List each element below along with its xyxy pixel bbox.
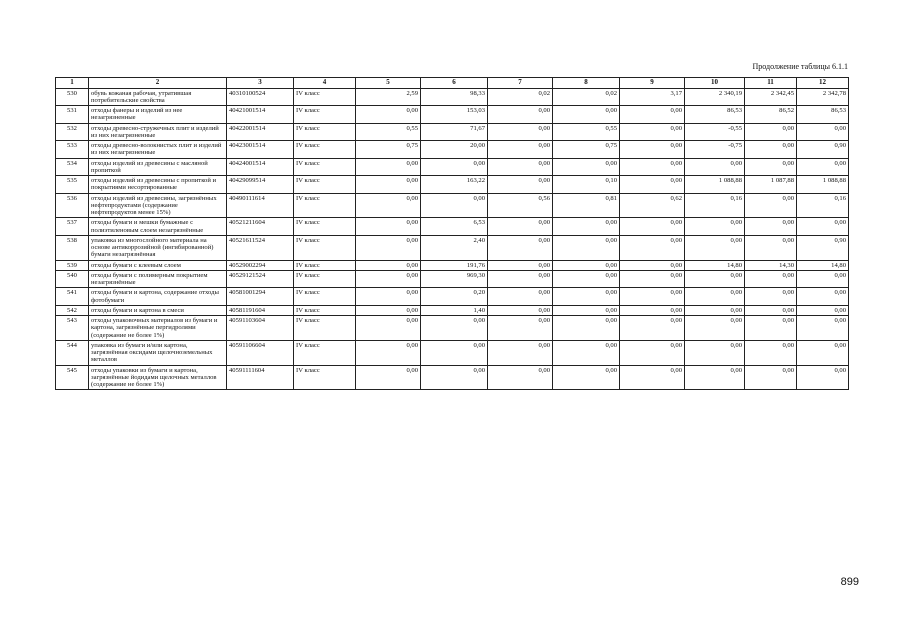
- value-12: 0,00: [797, 158, 849, 176]
- hazard-class: IV класс: [294, 365, 356, 390]
- value-10: 0,00: [685, 305, 745, 315]
- row-index: 535: [56, 176, 89, 194]
- waste-name: упаковка из многослойного материала на основе антикоррозийной (ингибированной) бумаги незагрязнённая: [89, 235, 227, 260]
- waste-name: отходы древесно-волокнистых плит и изделий из них незагрязненные: [89, 141, 227, 159]
- table-caption: Продолжение таблицы 6.1.1: [752, 62, 848, 71]
- value-7: 0,00: [488, 316, 553, 341]
- hazard-class: IV класс: [294, 340, 356, 365]
- hazard-class: IV класс: [294, 193, 356, 218]
- value-12: 0,00: [797, 316, 849, 341]
- value-9: 0,00: [620, 218, 685, 236]
- value-5: 0,00: [356, 288, 421, 306]
- value-11: 0,00: [745, 141, 797, 159]
- value-9: 3,17: [620, 88, 685, 106]
- waste-code: 40521211604: [227, 218, 294, 236]
- value-10: 2 340,19: [685, 88, 745, 106]
- value-7: 0,56: [488, 193, 553, 218]
- waste-code: 40429099514: [227, 176, 294, 194]
- value-7: 0,00: [488, 123, 553, 141]
- table-row: [56, 141, 849, 159]
- value-6: 0,00: [421, 340, 488, 365]
- hazard-class: IV класс: [294, 270, 356, 288]
- value-5: 0,00: [356, 218, 421, 236]
- value-11: 0,00: [745, 193, 797, 218]
- value-6: 191,76: [421, 260, 488, 270]
- value-10: 0,00: [685, 365, 745, 390]
- value-5: 0,00: [356, 316, 421, 341]
- table-row: [56, 88, 849, 106]
- value-8: 0,81: [553, 193, 620, 218]
- value-12: 14,80: [797, 260, 849, 270]
- value-9: 0,00: [620, 123, 685, 141]
- value-7: 0,00: [488, 305, 553, 315]
- value-11: 0,00: [745, 158, 797, 176]
- value-7: 0,00: [488, 340, 553, 365]
- value-7: 0,00: [488, 158, 553, 176]
- column-header: 3: [227, 78, 294, 89]
- column-header: 4: [294, 78, 356, 89]
- value-9: 0,00: [620, 365, 685, 390]
- value-6: 1,40: [421, 305, 488, 315]
- hazard-class: IV класс: [294, 158, 356, 176]
- value-8: 0,00: [553, 316, 620, 341]
- value-7: 0,00: [488, 176, 553, 194]
- row-index: 545: [56, 365, 89, 390]
- value-6: 98,33: [421, 88, 488, 106]
- value-7: 0,02: [488, 88, 553, 106]
- waste-name: отходы бумаги и картона в смеси: [89, 305, 227, 315]
- value-9: 0,00: [620, 158, 685, 176]
- table-row: [56, 340, 849, 365]
- page-number: 899: [840, 576, 859, 588]
- table-row: [56, 106, 849, 124]
- table-row: [56, 305, 849, 315]
- table-row: [56, 176, 849, 194]
- value-12: 0,00: [797, 340, 849, 365]
- table-row: [56, 288, 849, 306]
- value-5: 0,00: [356, 340, 421, 365]
- value-7: 0,00: [488, 235, 553, 260]
- value-6: 71,67: [421, 123, 488, 141]
- value-8: 0,75: [553, 141, 620, 159]
- value-5: 0,00: [356, 260, 421, 270]
- value-8: 0,00: [553, 218, 620, 236]
- value-12: 0,00: [797, 218, 849, 236]
- value-5: 0,00: [356, 365, 421, 390]
- value-10: -0,75: [685, 141, 745, 159]
- waste-code: 40581191604: [227, 305, 294, 315]
- waste-name: отходы бумаги и мешки бумажные с полиэтиленовым слоем незагрязнённые: [89, 218, 227, 236]
- value-12: 0,00: [797, 288, 849, 306]
- row-index: 530: [56, 88, 89, 106]
- value-8: 0,00: [553, 305, 620, 315]
- waste-name: обувь кожаная рабочая, утратившая потребительские свойства: [89, 88, 227, 106]
- value-8: 0,10: [553, 176, 620, 194]
- value-10: 0,00: [685, 316, 745, 341]
- value-8: 0,00: [553, 106, 620, 124]
- value-5: 0,55: [356, 123, 421, 141]
- table-row: [56, 193, 849, 218]
- row-index: 543: [56, 316, 89, 341]
- value-10: 0,00: [685, 340, 745, 365]
- value-6: 0,00: [421, 316, 488, 341]
- value-10: 14,80: [685, 260, 745, 270]
- value-5: 0,00: [356, 176, 421, 194]
- value-11: 0,00: [745, 340, 797, 365]
- value-11: 0,00: [745, 123, 797, 141]
- value-10: 0,00: [685, 218, 745, 236]
- table-row: [56, 158, 849, 176]
- value-6: 0,00: [421, 365, 488, 390]
- hazard-class: IV класс: [294, 305, 356, 315]
- value-9: 0,00: [620, 176, 685, 194]
- value-7: 0,00: [488, 270, 553, 288]
- table-row: [56, 260, 849, 270]
- value-7: 0,00: [488, 365, 553, 390]
- value-12: 2 342,78: [797, 88, 849, 106]
- column-header: 2: [89, 78, 227, 89]
- waste-name: упаковка из бумаги и/или картона, загрязнённая оксидами щелочноземельных металлов: [89, 340, 227, 365]
- column-header: 6: [421, 78, 488, 89]
- value-5: 0,00: [356, 305, 421, 315]
- waste-code: 40591111604: [227, 365, 294, 390]
- value-12: 0,00: [797, 270, 849, 288]
- value-6: 0,00: [421, 193, 488, 218]
- column-header: 10: [685, 78, 745, 89]
- value-6: 163,22: [421, 176, 488, 194]
- hazard-class: IV класс: [294, 218, 356, 236]
- value-7: 0,00: [488, 288, 553, 306]
- value-10: 0,00: [685, 270, 745, 288]
- table-row: [56, 316, 849, 341]
- column-header: 11: [745, 78, 797, 89]
- value-5: 0,00: [356, 235, 421, 260]
- value-6: 2,40: [421, 235, 488, 260]
- hazard-class: IV класс: [294, 176, 356, 194]
- row-index: 534: [56, 158, 89, 176]
- waste-code: 40421001514: [227, 106, 294, 124]
- value-9: 0,00: [620, 270, 685, 288]
- value-10: 86,53: [685, 106, 745, 124]
- table-row: [56, 365, 849, 390]
- hazard-class: IV класс: [294, 235, 356, 260]
- value-8: 0,00: [553, 340, 620, 365]
- column-header: 9: [620, 78, 685, 89]
- value-11: 0,00: [745, 316, 797, 341]
- column-header: 1: [56, 78, 89, 89]
- value-9: 0,62: [620, 193, 685, 218]
- value-12: 0,90: [797, 235, 849, 260]
- hazard-class: IV класс: [294, 260, 356, 270]
- value-7: 0,00: [488, 141, 553, 159]
- value-11: 0,00: [745, 365, 797, 390]
- waste-code: 40581001294: [227, 288, 294, 306]
- value-5: 0,00: [356, 106, 421, 124]
- value-11: 0,00: [745, 288, 797, 306]
- waste-code: 40529002294: [227, 260, 294, 270]
- hazard-class: IV класс: [294, 123, 356, 141]
- value-11: 1 087,88: [745, 176, 797, 194]
- column-header: 8: [553, 78, 620, 89]
- value-6: 0,20: [421, 288, 488, 306]
- row-index: 539: [56, 260, 89, 270]
- waste-name: отходы бумаги с клеевым слоем: [89, 260, 227, 270]
- hazard-class: IV класс: [294, 288, 356, 306]
- value-11: 0,00: [745, 270, 797, 288]
- waste-name: отходы упаковочных материалов из бумаги и картона, загрязнённые пергидролями (содержание не более 1%): [89, 316, 227, 341]
- value-9: 0,00: [620, 316, 685, 341]
- column-header: 7: [488, 78, 553, 89]
- value-5: 0,00: [356, 158, 421, 176]
- value-6: 6,53: [421, 218, 488, 236]
- table-row: [56, 270, 849, 288]
- table-row: [56, 235, 849, 260]
- table-row: [56, 123, 849, 141]
- value-5: 2,59: [356, 88, 421, 106]
- value-12: 0,90: [797, 141, 849, 159]
- waste-code: 40310100524: [227, 88, 294, 106]
- waste-table: [55, 77, 849, 390]
- column-header: 5: [356, 78, 421, 89]
- column-header: 12: [797, 78, 849, 89]
- waste-name: отходы фанеры и изделий из нее незагрязненные: [89, 106, 227, 124]
- value-9: 0,00: [620, 260, 685, 270]
- waste-name: отходы упаковки из бумаги и картона, загрязнённые йодидами щелочных металлов (содержание не более 1%): [89, 365, 227, 390]
- value-6: 0,00: [421, 158, 488, 176]
- value-8: 0,00: [553, 270, 620, 288]
- waste-name: отходы бумаги с полимерным покрытием незагрязнённые: [89, 270, 227, 288]
- waste-name: отходы изделий из древесины, загрязнённых нефтепродуктами (содержание нефтепродуктов менее 15%): [89, 193, 227, 218]
- row-index: 533: [56, 141, 89, 159]
- value-9: 0,00: [620, 235, 685, 260]
- value-11: 0,00: [745, 218, 797, 236]
- row-index: 540: [56, 270, 89, 288]
- value-10: 0,00: [685, 158, 745, 176]
- value-8: 0,00: [553, 235, 620, 260]
- value-11: 0,00: [745, 305, 797, 315]
- waste-name: отходы изделий из древесины с пропиткой и покрытиями несортированные: [89, 176, 227, 194]
- value-8: 0,00: [553, 260, 620, 270]
- value-10: -0,55: [685, 123, 745, 141]
- value-11: 14,30: [745, 260, 797, 270]
- value-5: 0,00: [356, 193, 421, 218]
- value-7: 0,00: [488, 106, 553, 124]
- value-7: 0,00: [488, 260, 553, 270]
- value-8: 0,00: [553, 158, 620, 176]
- hazard-class: IV класс: [294, 141, 356, 159]
- waste-code: 40521611524: [227, 235, 294, 260]
- waste-code: 40591103604: [227, 316, 294, 341]
- value-5: 0,75: [356, 141, 421, 159]
- waste-code: 40423001514: [227, 141, 294, 159]
- row-index: 532: [56, 123, 89, 141]
- waste-code: 40529121524: [227, 270, 294, 288]
- waste-name: отходы бумаги и картона, содержание отходы фотобумаги: [89, 288, 227, 306]
- row-index: 544: [56, 340, 89, 365]
- row-index: 537: [56, 218, 89, 236]
- value-12: 0,00: [797, 365, 849, 390]
- value-8: 0,55: [553, 123, 620, 141]
- value-10: 0,00: [685, 235, 745, 260]
- value-11: 86,52: [745, 106, 797, 124]
- row-index: 538: [56, 235, 89, 260]
- value-10: 1 088,88: [685, 176, 745, 194]
- value-12: 0,00: [797, 305, 849, 315]
- row-index: 536: [56, 193, 89, 218]
- value-12: 1 088,88: [797, 176, 849, 194]
- hazard-class: IV класс: [294, 106, 356, 124]
- row-index: 531: [56, 106, 89, 124]
- hazard-class: IV класс: [294, 316, 356, 341]
- value-6: 969,30: [421, 270, 488, 288]
- value-10: 0,00: [685, 288, 745, 306]
- value-9: 0,00: [620, 288, 685, 306]
- hazard-class: IV класс: [294, 88, 356, 106]
- value-9: 0,00: [620, 305, 685, 315]
- value-9: 0,00: [620, 106, 685, 124]
- waste-code: 40422001514: [227, 123, 294, 141]
- value-12: 0,16: [797, 193, 849, 218]
- value-10: 0,16: [685, 193, 745, 218]
- value-6: 20,00: [421, 141, 488, 159]
- value-8: 0,00: [553, 365, 620, 390]
- value-12: 86,53: [797, 106, 849, 124]
- value-12: 0,00: [797, 123, 849, 141]
- value-5: 0,00: [356, 270, 421, 288]
- value-11: 0,00: [745, 235, 797, 260]
- row-index: 541: [56, 288, 89, 306]
- table-row: [56, 218, 849, 236]
- value-8: 0,00: [553, 288, 620, 306]
- table-body: [56, 88, 849, 390]
- waste-code: 40424001514: [227, 158, 294, 176]
- waste-code: 40490111614: [227, 193, 294, 218]
- row-index: 542: [56, 305, 89, 315]
- value-9: 0,00: [620, 340, 685, 365]
- value-11: 2 342,45: [745, 88, 797, 106]
- value-7: 0,00: [488, 218, 553, 236]
- value-8: 0,02: [553, 88, 620, 106]
- header-row: [56, 78, 849, 89]
- value-6: 153,03: [421, 106, 488, 124]
- waste-name: отходы изделий из древесины с масляной пропиткой: [89, 158, 227, 176]
- value-9: 0,00: [620, 141, 685, 159]
- waste-name: отходы древесно-стружечных плит и изделий из них незагрязненные: [89, 123, 227, 141]
- waste-code: 40591106604: [227, 340, 294, 365]
